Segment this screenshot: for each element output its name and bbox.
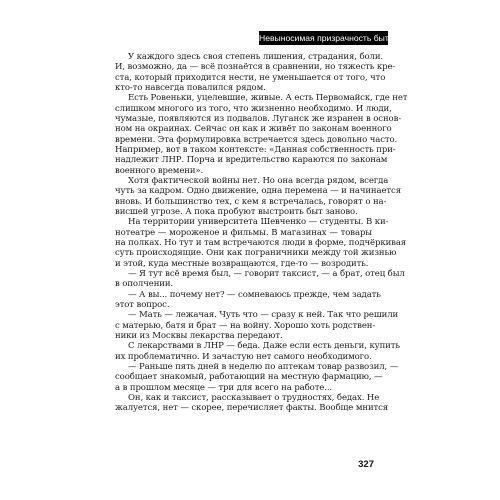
text-line: чумазые, появляются из подвалов. Луганск же изранен в основ- bbox=[115, 113, 402, 124]
text-line: и этой, куда местные возвращаются, где-то — возродить. bbox=[115, 258, 369, 269]
text-line: ном на окраинах. Сейчас он как и живёт по законам военного bbox=[115, 124, 392, 135]
text-line: — Мать — лежачая. Чуть что — сразу к ней. Так что решили bbox=[128, 310, 399, 321]
text-line: слишком многого из того, что жизненно необходимо. И люди, bbox=[115, 103, 392, 114]
text-line: Хотя фактической войны нет. Но она всегда рядом, всегда bbox=[128, 175, 389, 186]
text-line: чуть за кадром. Одно движение, одна перемена — и начинается bbox=[115, 186, 401, 197]
text-line: сообщает знакомый, работающий на местную фармацию, — bbox=[115, 372, 383, 383]
text-line: — А вы... почему нет? — сомневаюсь прежде, чем задать bbox=[128, 289, 381, 300]
text-line: С лекарствами в ЛНР — беда. Даже если есть деньги, купить bbox=[128, 341, 400, 352]
page-number: 327 bbox=[358, 459, 374, 470]
text-line: в ополчении. bbox=[115, 279, 174, 290]
running-header: Невыносимая призрачность бытия bbox=[259, 33, 399, 43]
text-line: жалуется, нет — скорее, перечисляет факты. Вообще мнится bbox=[115, 403, 389, 414]
text-line: кто-то навсегда повалился рядом. bbox=[115, 82, 266, 93]
text-line: Есть Ровеньки, уцелевшие, живые. А есть Первомайск, где нет bbox=[128, 93, 408, 104]
text-line: этот вопрос. bbox=[115, 299, 170, 310]
text-line: Например, вот в таком контексте: «Данная собственность при- bbox=[115, 144, 396, 155]
text-line: — Я тут всё время был, — говорит таксист, — а брат, отец был bbox=[128, 268, 405, 279]
text-line: — Раньше пять дней в неделю по аптекам товар развозил, — bbox=[128, 361, 399, 372]
text-line: вновь. И большинство тех, с кем я встречалась, говорят о на- bbox=[115, 196, 387, 207]
text-line: Он, как и таксист, рассказывает о трудностях, бедах. Не bbox=[128, 392, 380, 403]
text-line: У каждого здесь своя степень лишения, страдания, боли. bbox=[128, 52, 383, 62]
text-line: на полках. Но тут и там встречаются люди в форме, подчёркивая bbox=[115, 237, 407, 248]
text-line: их проблематично. И зачастую нет самого необходимого. bbox=[115, 351, 372, 362]
text-line: надлежит ЛНР. Порча и вредительство караются по законам bbox=[115, 155, 388, 166]
text-line: нотеатре — мороженое и фильмы. В магазинах — товары bbox=[115, 227, 372, 238]
text-line: ста, который приходится нести, не уменьшается от того, что bbox=[115, 72, 386, 83]
text-line: времени. Эта формулировка встречается здесь довольно часто. bbox=[115, 134, 398, 145]
text-line: суть происходящие. Они как пограничники между той жизнью bbox=[115, 248, 397, 259]
text-line: военного времени». bbox=[115, 165, 204, 176]
text-line: висшей угрозе. А пока пробуют выстроить быт заново. bbox=[115, 206, 358, 217]
text-line: На территории университета Шевченко — студенты. В ки- bbox=[128, 217, 389, 228]
text-line: с матерью, батя и брат — на войну. Хорошо хоть родствен- bbox=[115, 320, 376, 331]
text-line: а в прошлом месяце — три для всего на работе... bbox=[115, 382, 333, 393]
text-line: И, возможно, да — всё познаётся в сравнении, но тяжесть кре- bbox=[115, 62, 396, 73]
text-line: ники из Москвы лекарства передают. bbox=[115, 330, 283, 341]
body-text bbox=[115, 52, 408, 414]
